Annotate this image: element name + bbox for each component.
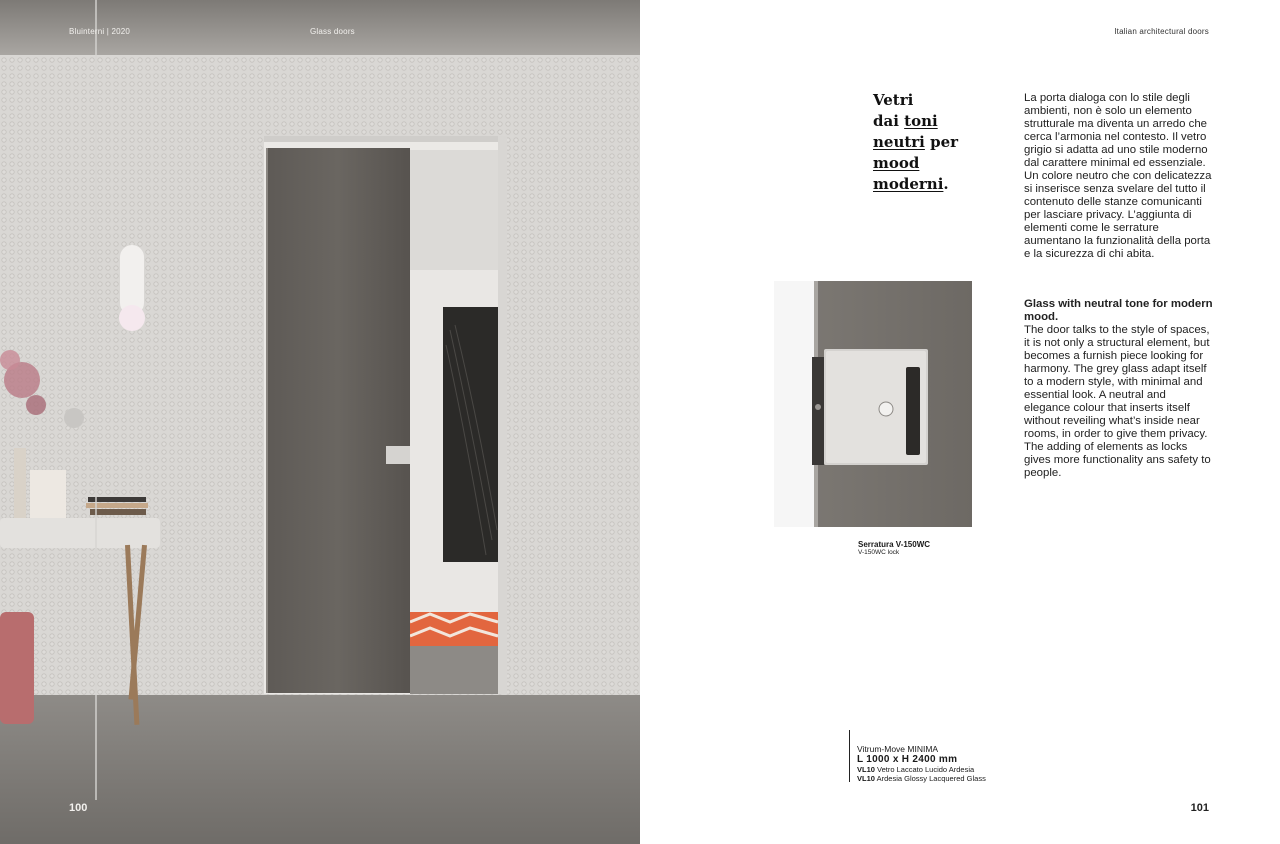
spec-code: VL10 [857,774,875,783]
spec-dimensions: L 1000 x H 2400 mm [857,754,958,765]
header-tagline: Italian architectural doors [1114,27,1209,36]
spec-product-name: Vitrum-Move MINIMA [857,744,939,754]
title-word: dai [873,112,899,130]
english-paragraph: The door talks to the style of spaces, it is not only a structural element, but becomes a furnish piece looking for harmony. The grey glass adapt itself to a modern style, with minimal and essential look. A neutral and elegance colour that inserts itself without reveiling what’s inside near rooms, in order to give them privacy. The adding of elements as locks gives more functionality ans safety to people. [1024,324,1211,479]
lock-illustration [774,281,972,527]
spec-code: VL10 [857,765,875,774]
page-number-left: 100 [69,802,88,814]
page-title [873,90,983,195]
header-brand-year: Bluinterni | 2020 [69,27,131,36]
english-heading: Glass with neutral tone for modern mood. [1024,298,1213,323]
header-section: Glass doors [310,27,355,36]
body-text-italian: La porta dialoga con lo stile degli ambienti, non è solo un elemento strutturale ma diventa un arredo che cerca l’armonia nel contesto. Il vetro grigio si adatta ad uno stile moderno dal carattere minimal ed essenziale. Un colore neutro che con delicatezza si inserisce senza svelare del tutto il contenuto delle stanze comunicanti per lasciare privacy. L’aggiunta di elementi come le serrature aumentano la funzionalità della porta e la sicurezza di chi abita. [1024,92,1212,260]
title-word: Vetri [873,91,914,109]
product-spec-block [849,730,986,782]
lock-caption-title: Serratura V-150WC [858,540,931,549]
spec-finish-en [857,774,986,783]
spec-desc: Vetro Laccato Lucido Ardesia [877,765,975,774]
title-word-underlined: toni [904,112,938,130]
title-period: . [943,175,949,193]
lock-photo [774,281,972,527]
right-page [640,0,1280,844]
title-word: per [930,133,959,151]
page-number-right: 101 [1190,802,1209,814]
spec-desc: Ardesia Glossy Lacquered Glass [876,774,986,783]
body-text-english [1024,298,1214,480]
title-word-underlined: mood [873,154,920,172]
lock-caption-subtitle: V-150WC lock [858,549,900,556]
spec-finish-it [857,765,986,774]
title-word-underlined: neutri [873,133,925,151]
title-word-underlined: moderni [873,175,944,193]
